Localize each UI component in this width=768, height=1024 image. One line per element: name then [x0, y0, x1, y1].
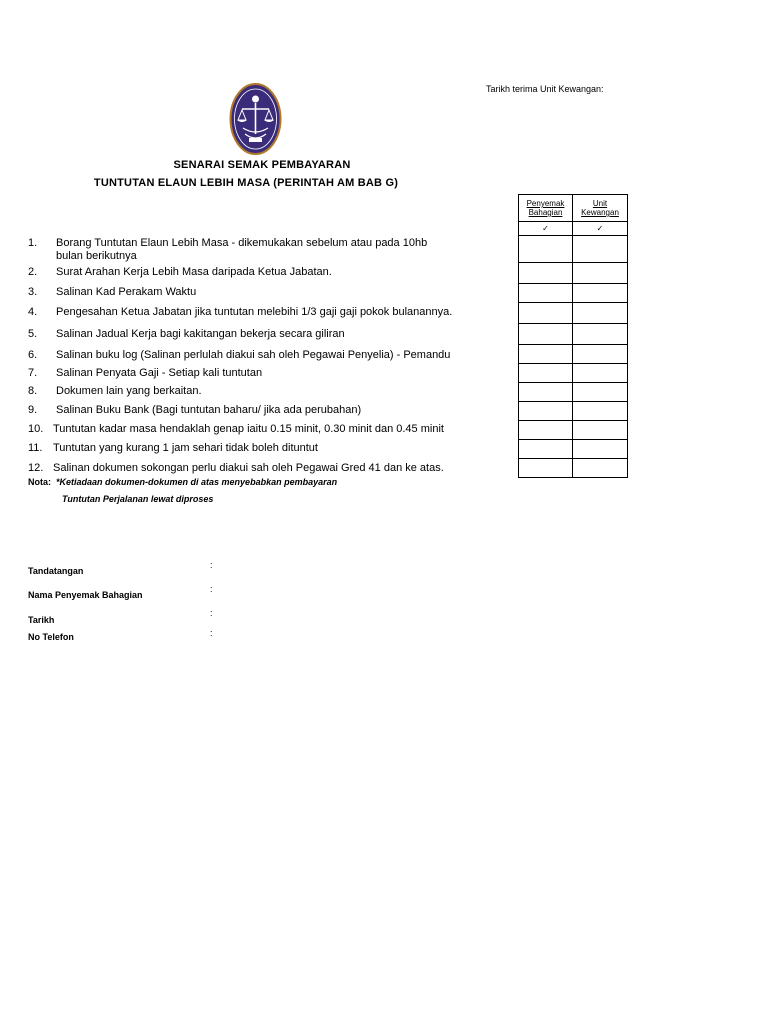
note: Nota: *Ketiadaan dokumen-dokumen di atas menyebabkan pembayaran — [28, 477, 338, 487]
checklist-item-8: 8. Dokumen lain yang berkaitan. — [28, 385, 202, 397]
received-date-label: Tarikh terima Unit Kewangan: — [486, 84, 604, 94]
check-cell[interactable] — [573, 236, 628, 263]
check-cell[interactable] — [573, 440, 628, 459]
check-cell[interactable] — [519, 364, 573, 383]
check-cell[interactable] — [573, 364, 628, 383]
checklist-item-4: 4. Pengesahan Ketua Jabatan jika tuntutan melebihi 1/3 gaji gaji pokok bulanannya. — [28, 306, 453, 318]
checklist-item-11: 11. Tuntutan yang kurang 1 jam sehari tidak boleh dituntut — [28, 442, 318, 454]
checklist-item-2: 2. Surat Arahan Kerja Lebih Masa daripada Ketua Jabatan. — [28, 266, 332, 278]
signature-label: Tandatangan — [28, 566, 84, 576]
date-label: Tarikh — [28, 615, 55, 625]
check-cell[interactable] — [519, 383, 573, 402]
check-cell[interactable] — [573, 263, 628, 284]
check-cell[interactable] — [573, 303, 628, 324]
checklist-item-5: 5. Salinan Jadual Kerja bagi kakitangan bekerja secara giliran — [28, 328, 345, 340]
check-cell[interactable] — [519, 303, 573, 324]
verification-table — [518, 194, 628, 478]
checklist-item-10: 10. Tuntutan kadar masa hendaklah genap iaitu 0.15 minit, 0.30 minit dan 0.45 minit — [28, 423, 444, 435]
check-cell[interactable] — [519, 284, 573, 303]
check-cell[interactable] — [573, 284, 628, 303]
check-cell[interactable] — [519, 440, 573, 459]
form-title: SENARAI SEMAK PEMBAYARAN — [173, 159, 351, 171]
check-cell[interactable] — [519, 421, 573, 440]
checklist-item-9: 9. Salinan Buku Bank (Bagi tuntutan baharu/ jika ada perubahan) — [28, 404, 362, 416]
check-cell[interactable] — [519, 263, 573, 284]
phone-colon: : — [210, 628, 213, 638]
checklist-item-1: 1. Borang Tuntutan Elaun Lebih Masa - dikemukakan sebelum atau pada 10hb bulan berikutnya — [28, 237, 428, 262]
check-cell[interactable] — [573, 402, 628, 421]
checklist-item-7: 7. Salinan Penyata Gaji - Setiap kali tuntutan — [28, 367, 263, 379]
tick-mark-1: ✓ — [519, 222, 573, 236]
checker-name-colon: : — [210, 584, 213, 594]
note-continuation: Tuntutan Perjalanan lewat diproses — [62, 494, 214, 504]
check-cell[interactable] — [519, 459, 573, 478]
check-cell[interactable] — [573, 345, 628, 364]
phone-label: No Telefon — [28, 632, 74, 642]
check-cell[interactable] — [519, 402, 573, 421]
checklist-item-6: 6. Salinan buku log (Salinan perlulah diakui sah oleh Pegawai Penyelia) - Pemandu — [28, 349, 451, 361]
date-colon: : — [210, 608, 213, 618]
agency-crest-logo — [229, 82, 282, 156]
form-subtitle: TUNTUTAN ELAUN LEBIH MASA (PERINTAH AM BAB G) — [93, 177, 399, 189]
signature-colon: : — [210, 560, 213, 570]
checker-name-label: Nama Penyemak Bahagian — [28, 590, 143, 600]
check-cell[interactable] — [519, 236, 573, 263]
check-cell[interactable] — [519, 324, 573, 345]
check-cell[interactable] — [573, 421, 628, 440]
check-cell[interactable] — [573, 324, 628, 345]
header-unit-kewangan: Unit Kewangan — [573, 195, 628, 222]
checklist-item-3: 3. Salinan Kad Perakam Waktu — [28, 286, 197, 298]
tick-mark-2: ✓ — [573, 222, 628, 236]
check-cell[interactable] — [573, 459, 628, 478]
checklist-item-12: 12. Salinan dokumen sokongan perlu diakui sah oleh Pegawai Gred 41 dan ke atas. — [28, 462, 444, 474]
check-cell[interactable] — [519, 345, 573, 364]
header-penyemak-bahagian: Penyemak Bahagian — [519, 195, 573, 222]
check-cell[interactable] — [573, 383, 628, 402]
